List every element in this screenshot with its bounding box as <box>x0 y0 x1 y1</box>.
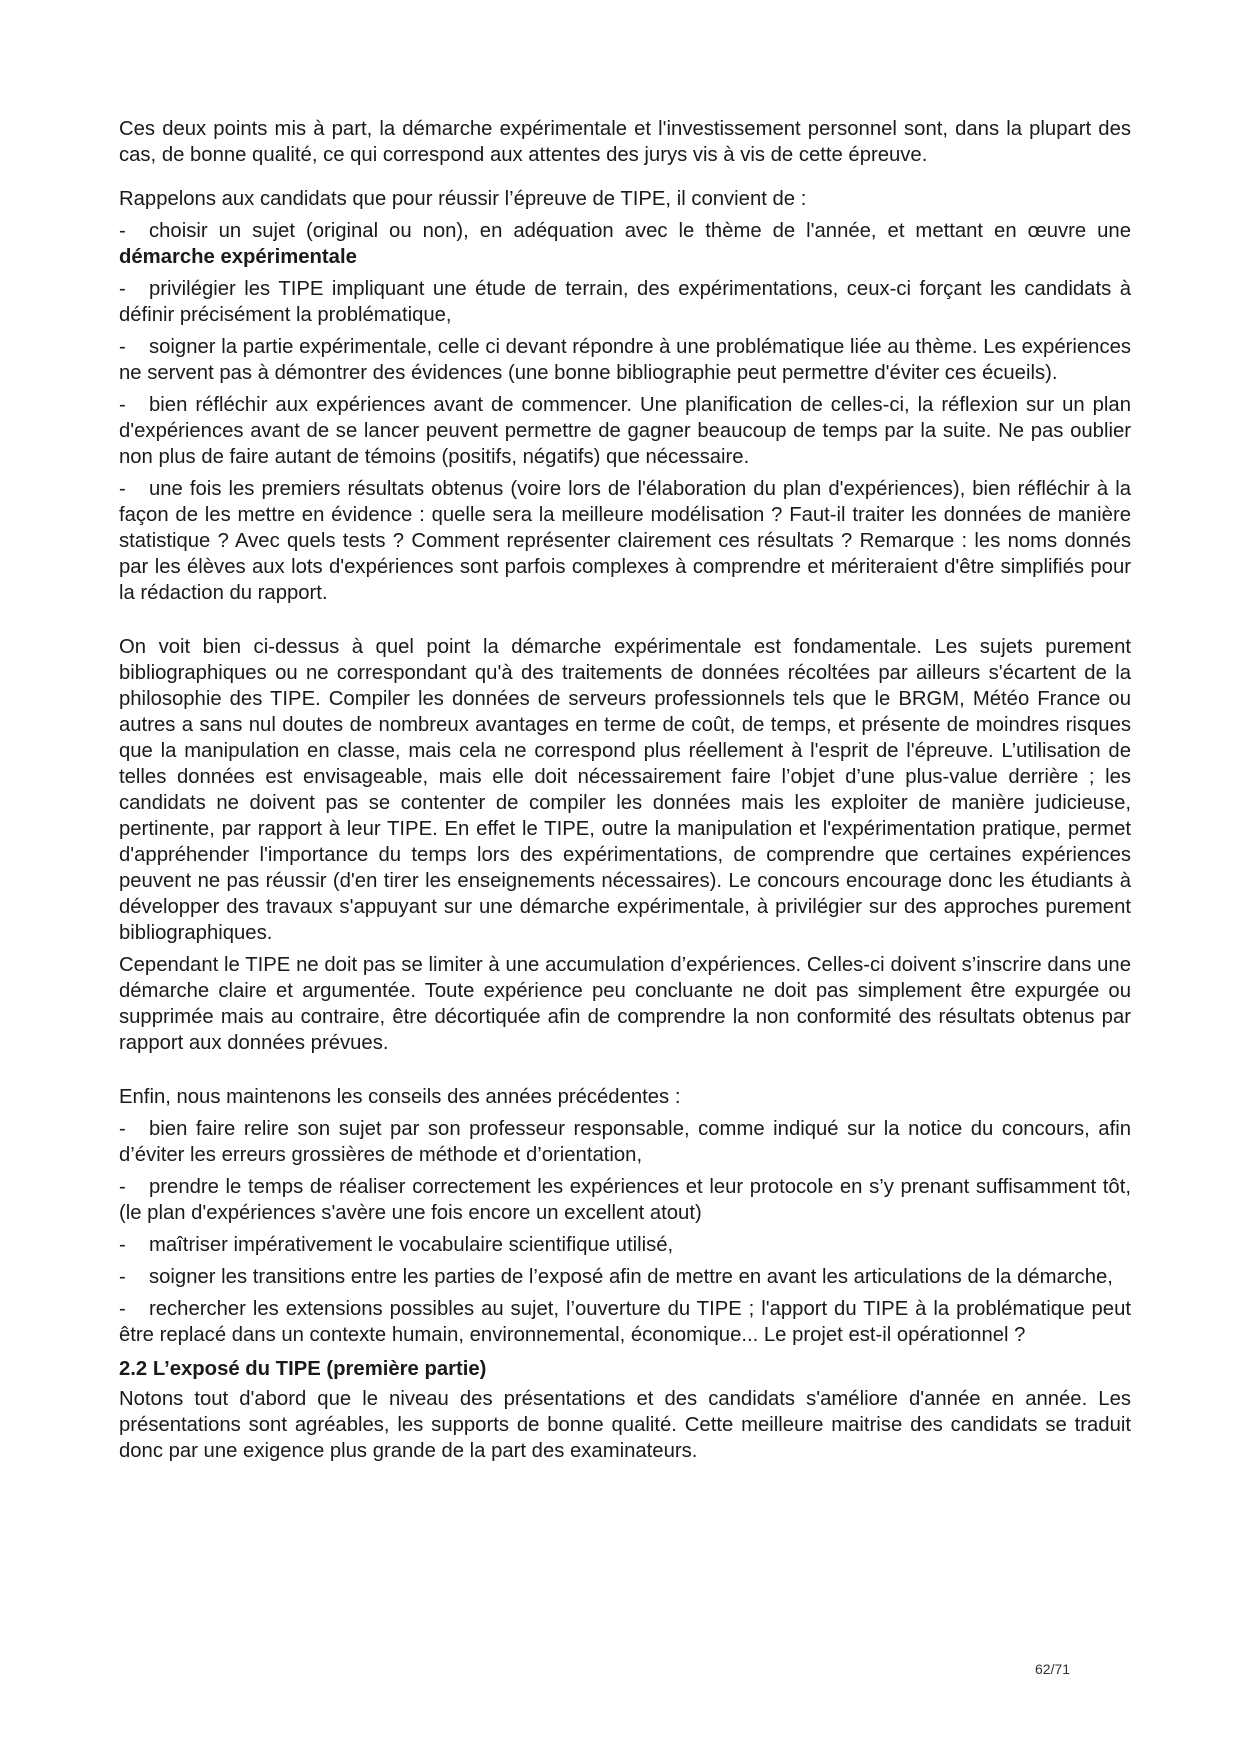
list-item-text: privilégier les TIPE impliquant une étude de terrain, des expérimentations, ceux-ci forçant les candidats à définir précisément la problématique, <box>119 278 1131 326</box>
page-number: 62/71 <box>1035 1661 1071 1677</box>
list-item-text: une fois les premiers résultats obtenus (voire lors de l'élaboration du plan d'expériences), bien réfléchir à la façon de les mettre en évidence : quelle sera la meilleure modélisation ? Faut-il traiter les données de manière statistique ? Avec quels tests ? Comment représenter clairement ces résultats ? Remarque : les noms donnés par les élèves aux lots d'expériences sont parfois complexes à comprendre et mériteraient d'être simplifiés pour la rédaction du rapport. <box>119 478 1131 604</box>
list-item <box>119 476 1131 606</box>
list-dash: - <box>119 478 126 500</box>
list-item-text: choisir un sujet (original ou non), en adéquation avec le thème de l'année, et mettant en œuvre une <box>149 220 1131 242</box>
reminder-intro: Rappelons aux candidats que pour réussir l’épreuve de TIPE, il convient de : <box>119 188 807 210</box>
list-dash: - <box>119 1118 126 1140</box>
list-item-text: soigner les transitions entre les parties de l’exposé afin de mettre en avant les articulations de la démarche, <box>149 1266 1113 1288</box>
list-item <box>119 334 1131 386</box>
list-dash: - <box>119 1234 126 1256</box>
list-item-text: bien faire relire son sujet par son professeur responsable, comme indiqué sur la notice du concours, afin d’éviter les erreurs grossières de méthode et d’orientation, <box>119 1118 1131 1166</box>
however-paragraph: Cependant le TIPE ne doit pas se limiter à une accumulation d’expériences. Celles-ci doivent s’inscrire dans une démarche claire et argumentée. Toute expérience peu concluante ne doit pas simplement être expurgée ou supprimée mais au contraire, être décortiquée afin de comprendre la non conformité des résultats obtenus par rapport aux données prévues. <box>119 954 1131 1054</box>
list-item <box>119 392 1131 470</box>
list-item <box>119 1174 1131 1226</box>
list-item-text: rechercher les extensions possibles au sujet, l’ouverture du TIPE ; l'apport du TIPE à la problématique peut être replacé dans un contexte humain, environnemental, économique... Le projet est-il opérationnel ? <box>119 1298 1131 1346</box>
list-dash: - <box>119 1298 126 1320</box>
section-paragraph: Notons tout d'abord que le niveau des présentations et des candidats s'améliore d'année en année. Les présentations sont agréables, les supports de bonne qualité. Cette meilleure maitrise des candidats se traduit donc par une exigence plus grande de la part des examinateurs. <box>119 1388 1131 1462</box>
list-item <box>119 1116 1131 1168</box>
list-item <box>119 276 1131 328</box>
list-item <box>119 218 1131 270</box>
advice-list <box>119 1116 1131 1348</box>
list-dash: - <box>119 220 126 242</box>
list-item-text: bien réfléchir aux expériences avant de commencer. Une planification de celles-ci, la réflexion sur un plan d'expériences avant de se lancer peuvent permettre de gagner beaucoup de temps par la suite. Ne pas oublier non plus de faire autant de témoins (positifs, négatifs) que nécessaire. <box>119 394 1131 468</box>
list-dash: - <box>119 1176 126 1198</box>
document-page <box>119 116 1131 1464</box>
list-item-text: soigner la partie expérimentale, celle ci devant répondre à une problématique liée au thème. Les expériences ne servent pas à démontrer des évidences (une bonne bibliographie peut permettre d'éviter ces écueils). <box>119 336 1131 384</box>
list-item <box>119 1232 1131 1258</box>
fundamental-paragraph: On voit bien ci-dessus à quel point la démarche expérimentale est fondamentale. Les sujets purement bibliographiques ou ne correspondant qu'à des traitements de données récoltées par ailleurs s'écartent de la philosophie des TIPE. Compiler les données de serveurs professionnels tels que le BRGM, Météo France ou autres a sans nul doutes de nombreux avantages en terme de coût, de temps, et présente de moindres risques que la manipulation en classe, mais cela ne correspond plus réellement à l'esprit de l'épreuve. L’utilisation de telles données est envisageable, mais elle doit nécessairement faire l’objet d’une plus-value derrière ; les candidats ne doivent pas se contenter de compiler les données mais les exploiter de manière judicieuse, pertinente, par rapport à leur TIPE. En effet le TIPE, outre la manipulation et l'expérimentation pratique, permet d'appréhender l'importance du temps lors des expérimentations, de comprendre que certaines expériences peuvent ne pas réussir (d'en tirer les enseignements nécessaires). Le concours encourage donc les étudiants à développer des travaux s'appuyant sur une démarche expérimentale, à privilégier sur des approches purement bibliographiques. <box>119 636 1131 944</box>
list-item-text: maîtriser impérativement le vocabulaire scientifique utilisé, <box>149 1234 674 1256</box>
list-dash: - <box>119 1266 126 1288</box>
section-heading: 2.2 L’exposé du TIPE (première partie) <box>119 1358 487 1380</box>
list-dash: - <box>119 394 126 416</box>
list-dash: - <box>119 278 126 300</box>
reminder-list <box>119 218 1131 606</box>
list-dash: - <box>119 336 126 358</box>
intro-paragraph: Ces deux points mis à part, la démarche expérimentale et l'investissement personnel sont, dans la plupart des cas, de bonne qualité, ce qui correspond aux attentes des jurys vis à vis de cette épreuve. <box>119 118 1131 166</box>
list-item-text: prendre le temps de réaliser correctement les expériences et leur protocole en s’y prenant suffisamment tôt, (le plan d'expériences s'avère une fois encore un excellent atout) <box>119 1176 1131 1224</box>
list-item-bold-text: démarche expérimentale <box>119 246 357 268</box>
list-item <box>119 1264 1131 1290</box>
list-item <box>119 1296 1131 1348</box>
advice-intro: Enfin, nous maintenons les conseils des années précédentes : <box>119 1086 681 1108</box>
